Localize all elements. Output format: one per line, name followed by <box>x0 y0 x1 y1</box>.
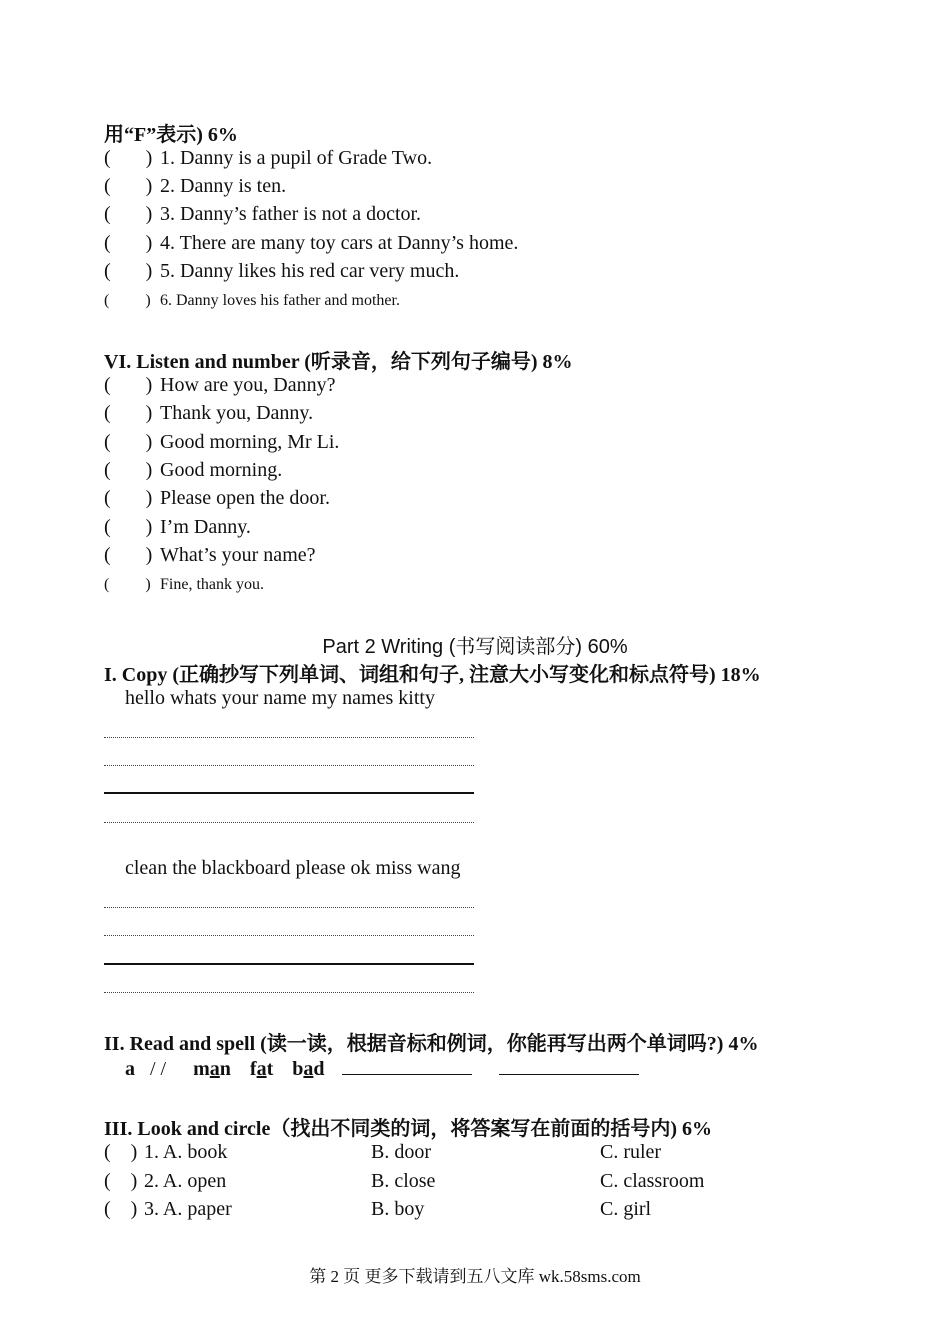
section-vi-heading: VI. Listen and number (听录音，给下列句子编号) 8% <box>104 351 573 373</box>
circle-section-heading: III. Look and circle（找出不同类的词，将答案写在前面的括号内) 6% <box>104 1118 712 1140</box>
answer-blank[interactable]: ( ) <box>104 459 153 481</box>
answer-blank[interactable]: ( ) <box>104 516 153 538</box>
option-c: C. ruler <box>600 1141 662 1163</box>
page-footer: 第 2 页 更多下载请到五八文库 wk.58sms.com <box>309 1267 641 1286</box>
writing-line-dotted[interactable] <box>104 992 474 993</box>
list-item: ( ) 3. Danny’s father is not a doctor. <box>104 203 422 225</box>
list-item: ( ) I’m Danny. <box>104 516 251 538</box>
list-item: ( ) How are you, Danny? <box>104 374 336 396</box>
option-c: C. classroom <box>600 1170 705 1192</box>
copy-prompt-1: hello whats your name my names kitty <box>125 687 435 709</box>
copy-prompt-2: clean the blackboard please ok miss wang <box>125 857 461 879</box>
example-word: man <box>193 1058 231 1080</box>
list-item: ( ) Good morning. <box>104 459 283 481</box>
answer-blank[interactable]: ( ) <box>104 1198 138 1220</box>
phonics-letter: a <box>125 1058 135 1080</box>
writing-line-dotted[interactable] <box>104 737 474 738</box>
answer-blank[interactable]: ( ) <box>104 431 153 453</box>
list-item: ( ) 2. Danny is ten. <box>104 175 287 197</box>
writing-line-dotted[interactable] <box>104 907 474 908</box>
answer-blank[interactable]: ( ) <box>104 544 153 566</box>
list-item: ( ) Thank you, Danny. <box>104 402 314 424</box>
example-word: fat <box>249 1058 274 1080</box>
writing-line-baseline[interactable] <box>104 963 474 965</box>
answer-blank[interactable]: ( ) <box>104 260 153 282</box>
list-item: ( ) What’s your name? <box>104 544 316 566</box>
list-item: ( ) 1. Danny is a pupil of Grade Two. <box>104 147 433 169</box>
list-item: ( ) Please open the door. <box>104 487 330 509</box>
answer-blank-line[interactable] <box>342 1056 472 1075</box>
answer-blank[interactable]: ( ) <box>104 487 153 509</box>
answer-blank[interactable]: ( ) <box>104 147 153 169</box>
writing-line-dotted[interactable] <box>104 822 474 823</box>
copy-section-heading: I. Copy (正确抄写下列单词、词组和句子, 注意大小写变化和标点符号) 18% <box>104 664 761 686</box>
phonics-row <box>125 1056 639 1081</box>
answer-blank[interactable]: ( ) <box>104 576 151 593</box>
answer-blank[interactable]: ( ) <box>104 402 153 424</box>
option-b: B. boy <box>371 1198 425 1220</box>
option-b: B. close <box>371 1170 436 1192</box>
section-v-heading: 用“F”表示) 6% <box>104 124 238 146</box>
table-row: ( ) 3. A. paper B. boy C. girl <box>104 1198 652 1220</box>
answer-blank[interactable]: ( ) <box>104 292 151 309</box>
answer-blank[interactable]: ( ) <box>104 374 153 396</box>
writing-line-baseline[interactable] <box>104 792 474 794</box>
spell-section-heading: II. Read and spell (读一读，根据音标和例词，你能再写出两个单词吗?) 4% <box>104 1033 759 1055</box>
writing-line-dotted[interactable] <box>104 935 474 936</box>
option-c: C. girl <box>600 1198 652 1220</box>
option-b: B. door <box>371 1141 431 1163</box>
answer-blank[interactable]: ( ) <box>104 1141 138 1163</box>
list-item: ( ) Good morning, Mr Li. <box>104 431 340 453</box>
answer-blank[interactable]: ( ) <box>104 175 153 197</box>
part-2-title: Part 2 Writing (书写阅读部分) 60% <box>322 636 628 658</box>
example-word: bad <box>292 1058 325 1080</box>
answer-blank[interactable]: ( ) <box>104 232 153 254</box>
table-row: ( ) 1. A. book B. door C. ruler <box>104 1141 662 1163</box>
list-item: ( ) Fine, thank you. <box>104 576 264 593</box>
writing-line-dotted[interactable] <box>104 765 474 766</box>
answer-blank-line[interactable] <box>499 1056 639 1075</box>
phonetic-symbol: / / <box>150 1058 167 1080</box>
list-item: ( ) 4. There are many toy cars at Danny’s home. <box>104 232 519 254</box>
list-item: ( ) 6. Danny loves his father and mother. <box>104 292 400 309</box>
answer-blank[interactable]: ( ) <box>104 1170 138 1192</box>
list-item: ( ) 5. Danny likes his red car very much. <box>104 260 460 282</box>
table-row: ( ) 2. A. open B. close C. classroom <box>104 1170 705 1192</box>
answer-blank[interactable]: ( ) <box>104 203 153 225</box>
